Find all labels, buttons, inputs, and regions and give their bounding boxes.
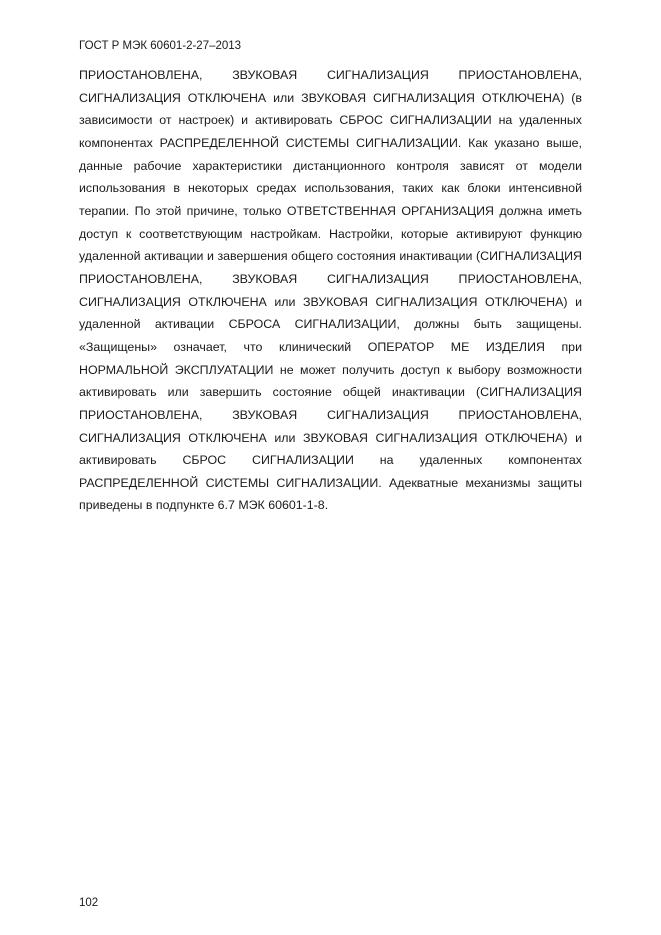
body-paragraph: ПРИОСТАНОВЛЕНА, ЗВУКОВАЯ СИГНАЛИЗАЦИЯ ПРИОСТАНОВЛЕНА, СИГНАЛИЗАЦИЯ ОТКЛЮЧЕНА или ЗВУКОВАЯ СИГНАЛИЗАЦИЯ ОТКЛЮЧЕНА) (в зависимости от настроек) и активировать СБРОС СИГНАЛИЗАЦИИ на удаленных компонентах РАСПРЕДЕЛЕННОЙ СИСТЕМЫ СИГНАЛИЗАЦИИ. Как указано выше, данные рабочие характеристики дистанционного контроля зависят от модели использования в некоторых средах использования, таких как блоки интенсивной терапии. По этой причине, только ОТВЕТСТВЕННАЯ ОРГАНИЗАЦИЯ должна иметь доступ к соответствующим настройкам. Настройки, которые активируют функцию удаленной активации и завершения общего состояния инактивации (СИГНАЛИЗАЦИЯ ПРИОСТАНОВЛЕНА, ЗВУКОВАЯ СИГНАЛИЗАЦИЯ ПРИОСТАНОВЛЕНА, СИГНАЛИЗАЦИЯ ОТКЛЮЧЕНА или ЗВУКОВАЯ СИГНАЛИЗАЦИЯ ОТКЛЮЧЕНА) и удаленной активации СБРОСА СИГНАЛИЗАЦИИ, должны быть защищены. «Защищены» означает, что клинический ОПЕРАТОР МЕ ИЗДЕЛИЯ при НОРМАЛЬНОЙ ЭКСПЛУАТАЦИИ не может получить доступ к выбору возможности активировать или завершить состояние общей инактивации (СИГНАЛИЗАЦИЯ ПРИОСТАНОВЛЕНА, ЗВУКОВАЯ СИГНАЛИЗАЦИЯ ПРИОСТАНОВЛЕНА, СИГНАЛИЗАЦИЯ ОТКЛЮЧЕНА или ЗВУКОВАЯ СИГНАЛИЗАЦИЯ ОТКЛЮЧЕНА) и активировать СБРОС СИГНАЛИЗАЦИИ на удаленных компонентах РАСПРЕДЕЛЕННОЙ СИСТЕМЫ СИГНАЛИЗАЦИИ. Адекватные механизмы защиты приведены в подпункте 6.7 МЭК 60601-1-8. (79, 68, 582, 513)
page-number: 102 (79, 897, 99, 909)
document-header: ГОСТ Р МЭК 60601-2-27–2013 (79, 40, 242, 52)
